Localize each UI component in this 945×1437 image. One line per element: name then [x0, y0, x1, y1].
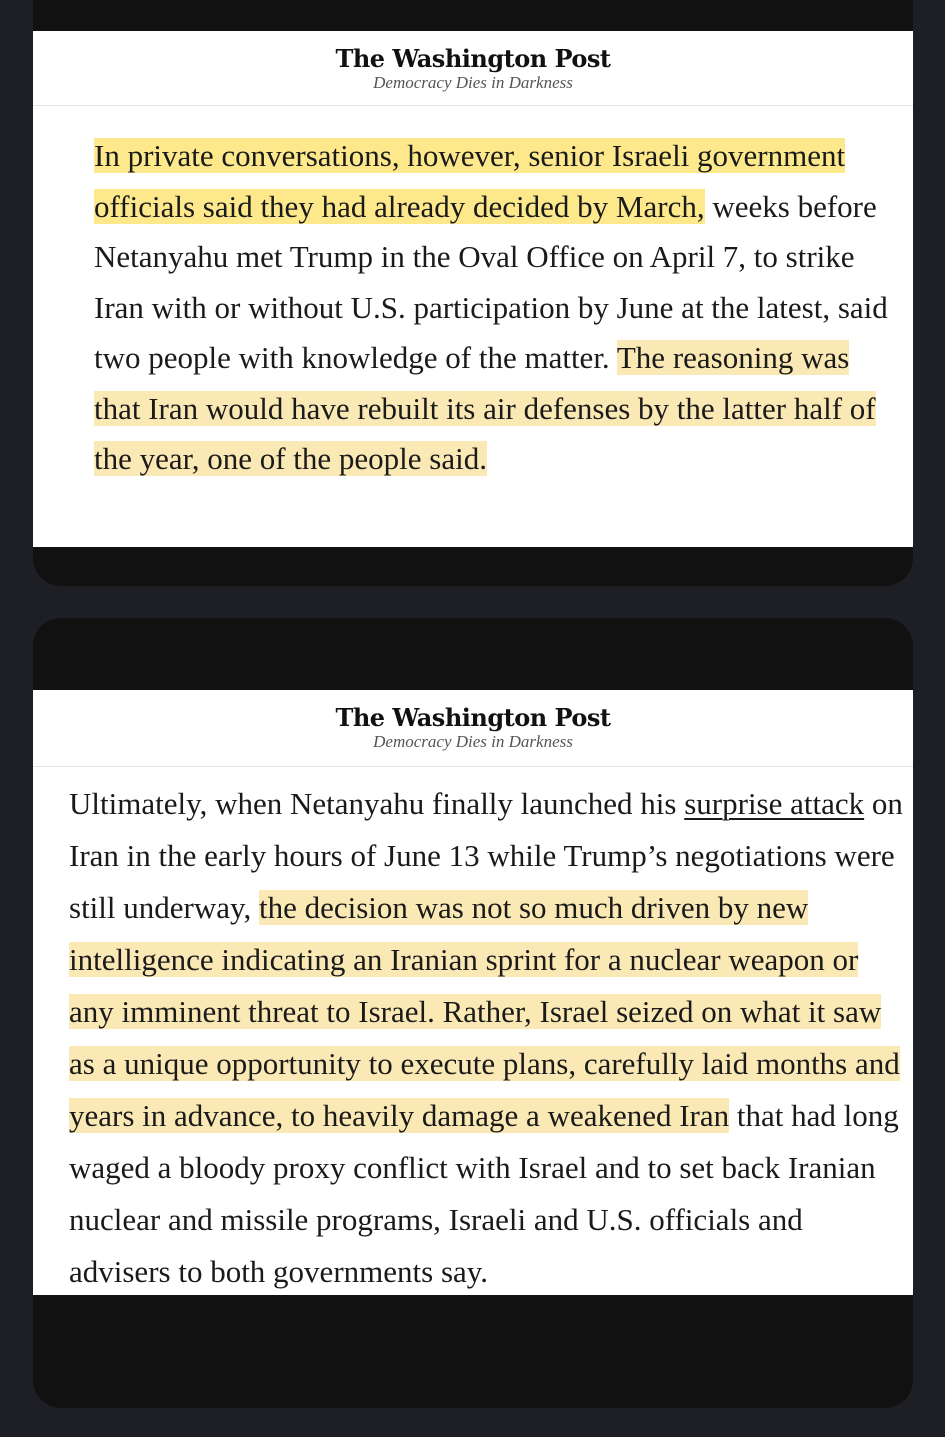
highlighted-text: The reasoning was that Iran would have rebuilt its air defenses by the latter half of the year, one of the people said.	[94, 340, 876, 476]
article-paragraph	[94, 131, 899, 485]
body-text: weeks before Netanyahu met Trump in the Oval Office on April 7, to strike Iran with or without U.S. participation by June at the latest, said two people with knowledge of the matter.	[94, 188, 888, 375]
article-paragraph	[69, 778, 909, 1298]
screenshot-card-2	[33, 618, 913, 1408]
highlighted-text: In private conversations, however, senior Israeli government officials said they had already decided by March,	[94, 138, 846, 224]
tagline: Democracy Dies in Darkness	[373, 732, 573, 751]
masthead	[33, 31, 913, 106]
body-text: on Iran in the early hours of June 13 while Trump’s negotiations were still underway,	[69, 786, 903, 925]
highlighted-text: the decision was not so much driven by new intelligence indicating an Iranian sprint for a nuclear weapon or any imminent threat to Israel. Rather, Israel seized on what it saw as a unique opportunity to execute plans, carefully laid months and years in advance, to heavily damage a weakened Iran	[69, 890, 900, 1133]
article-panel	[33, 31, 913, 547]
body-text: that had long waged a bloody proxy conflict with Israel and to set back Iranian nuclear and missile programs, Israeli and U.S. officials and advisers to both governments say.	[69, 1098, 899, 1289]
washington-post-logo[interactable]: The Washington Post	[335, 44, 611, 73]
body-text: Ultimately, when Netanyahu finally launched his	[69, 786, 685, 821]
screenshot-card-1	[33, 0, 913, 586]
surprise-attack-link[interactable]: surprise attack	[684, 786, 865, 821]
tagline: Democracy Dies in Darkness	[373, 73, 573, 92]
washington-post-logo[interactable]: The Washington Post	[335, 703, 611, 732]
masthead	[33, 690, 913, 767]
article-panel	[33, 690, 913, 1295]
